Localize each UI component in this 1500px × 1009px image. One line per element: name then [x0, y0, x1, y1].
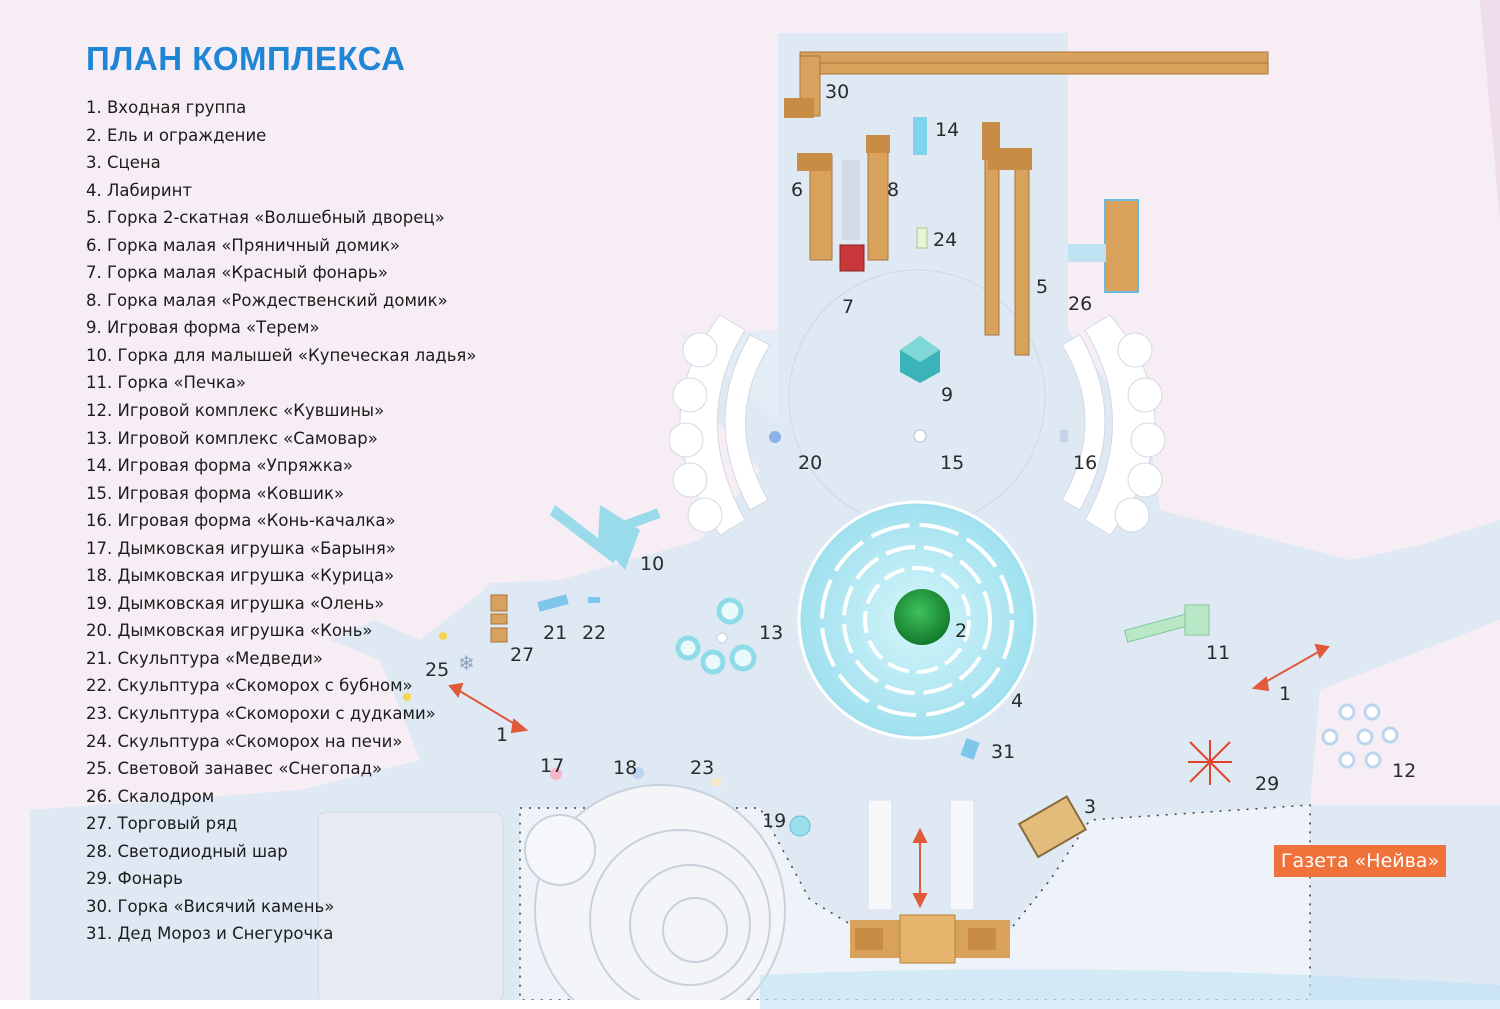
sculpture-22 [588, 597, 600, 603]
form-14 [913, 117, 927, 155]
legend-item: 17. Дымковская игрушка «Барыня» [86, 538, 396, 558]
label-17: 17 [540, 755, 565, 777]
legend-item: 18. Дымковская игрушка «Курица» [86, 566, 395, 586]
label-7: 7 [842, 296, 855, 318]
ice-path-right [950, 800, 974, 910]
label-4: 4 [1011, 690, 1024, 712]
legend-item: 3. Сцена [86, 153, 161, 173]
label-16: 16 [1073, 452, 1098, 474]
label-19: 19 [762, 810, 787, 832]
label-22: 22 [582, 622, 607, 644]
legend-item: 20. Дымковская игрушка «Конь» [86, 621, 373, 641]
label-25: 25 [425, 659, 450, 681]
christmas-tree-2 [894, 589, 950, 645]
legend-item: 14. Игровая форма «Упряжка» [86, 456, 353, 476]
lantern-29 [1188, 740, 1232, 785]
legend-item: 16. Игровая форма «Конь-качалка» [86, 511, 396, 531]
legend-item: 13. Игровой комплекс «Самовар» [86, 428, 378, 448]
legend-item: 10. Горка для малышей «Купеческая ладья» [86, 345, 477, 365]
form-16 [1060, 430, 1068, 442]
label-15: 15 [940, 452, 965, 474]
legend-item: 1. Входная группа [86, 98, 247, 117]
label-27: 27 [510, 644, 535, 666]
label-23: 23 [690, 757, 715, 779]
legend-item: 7. Горка малая «Красный фонарь» [86, 263, 388, 283]
legend-item: 22. Скульптура «Скоморох с бубном» [86, 676, 413, 696]
legend-item: 19. Дымковская игрушка «Олень» [86, 593, 385, 613]
legend-item: 11. Горка «Печка» [86, 373, 247, 393]
label-21: 21 [543, 622, 568, 644]
label-6: 6 [791, 179, 804, 201]
legend-item: 24. Скульптура «Скоморох на печи» [86, 731, 403, 751]
legend-item: 29. Фонарь [86, 869, 183, 889]
label-18: 18 [613, 757, 638, 779]
label-31: 31 [991, 741, 1016, 763]
legend-item: 21. Скульптура «Медведи» [86, 648, 323, 668]
bottom-gate [850, 915, 1010, 963]
label-14: 14 [935, 119, 960, 141]
source-badge: Газета «Нейва» [1274, 845, 1446, 877]
label-13: 13 [759, 622, 784, 644]
form-15 [914, 430, 926, 442]
label-3: 3 [1084, 796, 1097, 818]
legend-item: 28. Светодиодный шар [86, 841, 288, 861]
legend-item: 12. Игровой комплекс «Кувшины» [86, 401, 385, 421]
label-2: 2 [955, 620, 968, 642]
label-12: 12 [1392, 760, 1417, 782]
legend-item: 25. Световой занавес «Снегопад» [86, 759, 383, 779]
toy-19 [790, 816, 810, 836]
spiral-ice-slide [525, 785, 785, 1009]
legend-item: 26. Скалодром [86, 786, 215, 806]
label-8: 8 [887, 179, 900, 201]
legend-item: 9. Игровая форма «Терем» [86, 318, 320, 338]
trade-row-27 [491, 595, 507, 642]
legend-list [86, 94, 476, 948]
ice-path-left [868, 800, 892, 910]
label-24: 24 [933, 229, 958, 251]
legend-item: 31. Дед Мороз и Снегурочка [86, 924, 334, 944]
sculpture-24 [917, 228, 927, 248]
label-20: 20 [798, 452, 823, 474]
label-1-left: 1 [496, 724, 509, 746]
legend-item: 6. Горка малая «Пряничный домик» [86, 235, 401, 255]
legend-item: 4. Лабиринт [86, 180, 193, 200]
page-title: ПЛАН КОМПЛЕКСА [86, 40, 406, 77]
sculpture-23 [712, 778, 722, 786]
legend-item: 27. Торговый ряд [86, 814, 238, 834]
legend-item: 23. Скульптура «Скоморохи с дудками» [86, 704, 436, 724]
label-1-right: 1 [1279, 683, 1292, 705]
label-26: 26 [1068, 293, 1093, 315]
legend-item: 8. Горка малая «Рождественский домик» [86, 290, 448, 310]
label-10: 10 [640, 553, 665, 575]
label-5: 5 [1036, 276, 1049, 298]
label-29: 29 [1255, 773, 1280, 795]
legend-item: 5. Горка 2-скатная «Волшебный дворец» [86, 208, 445, 228]
label-30: 30 [825, 81, 850, 103]
legend-item: 2. Ель и ограждение [86, 125, 267, 145]
legend-item: 30. Горка «Висячий камень» [86, 896, 335, 916]
label-9: 9 [941, 384, 954, 406]
legend-item: 15. Игровая форма «Ковшик» [86, 483, 345, 503]
label-11: 11 [1206, 642, 1231, 664]
snowflake-25: ❄ [458, 651, 475, 675]
toy-20 [769, 431, 781, 443]
